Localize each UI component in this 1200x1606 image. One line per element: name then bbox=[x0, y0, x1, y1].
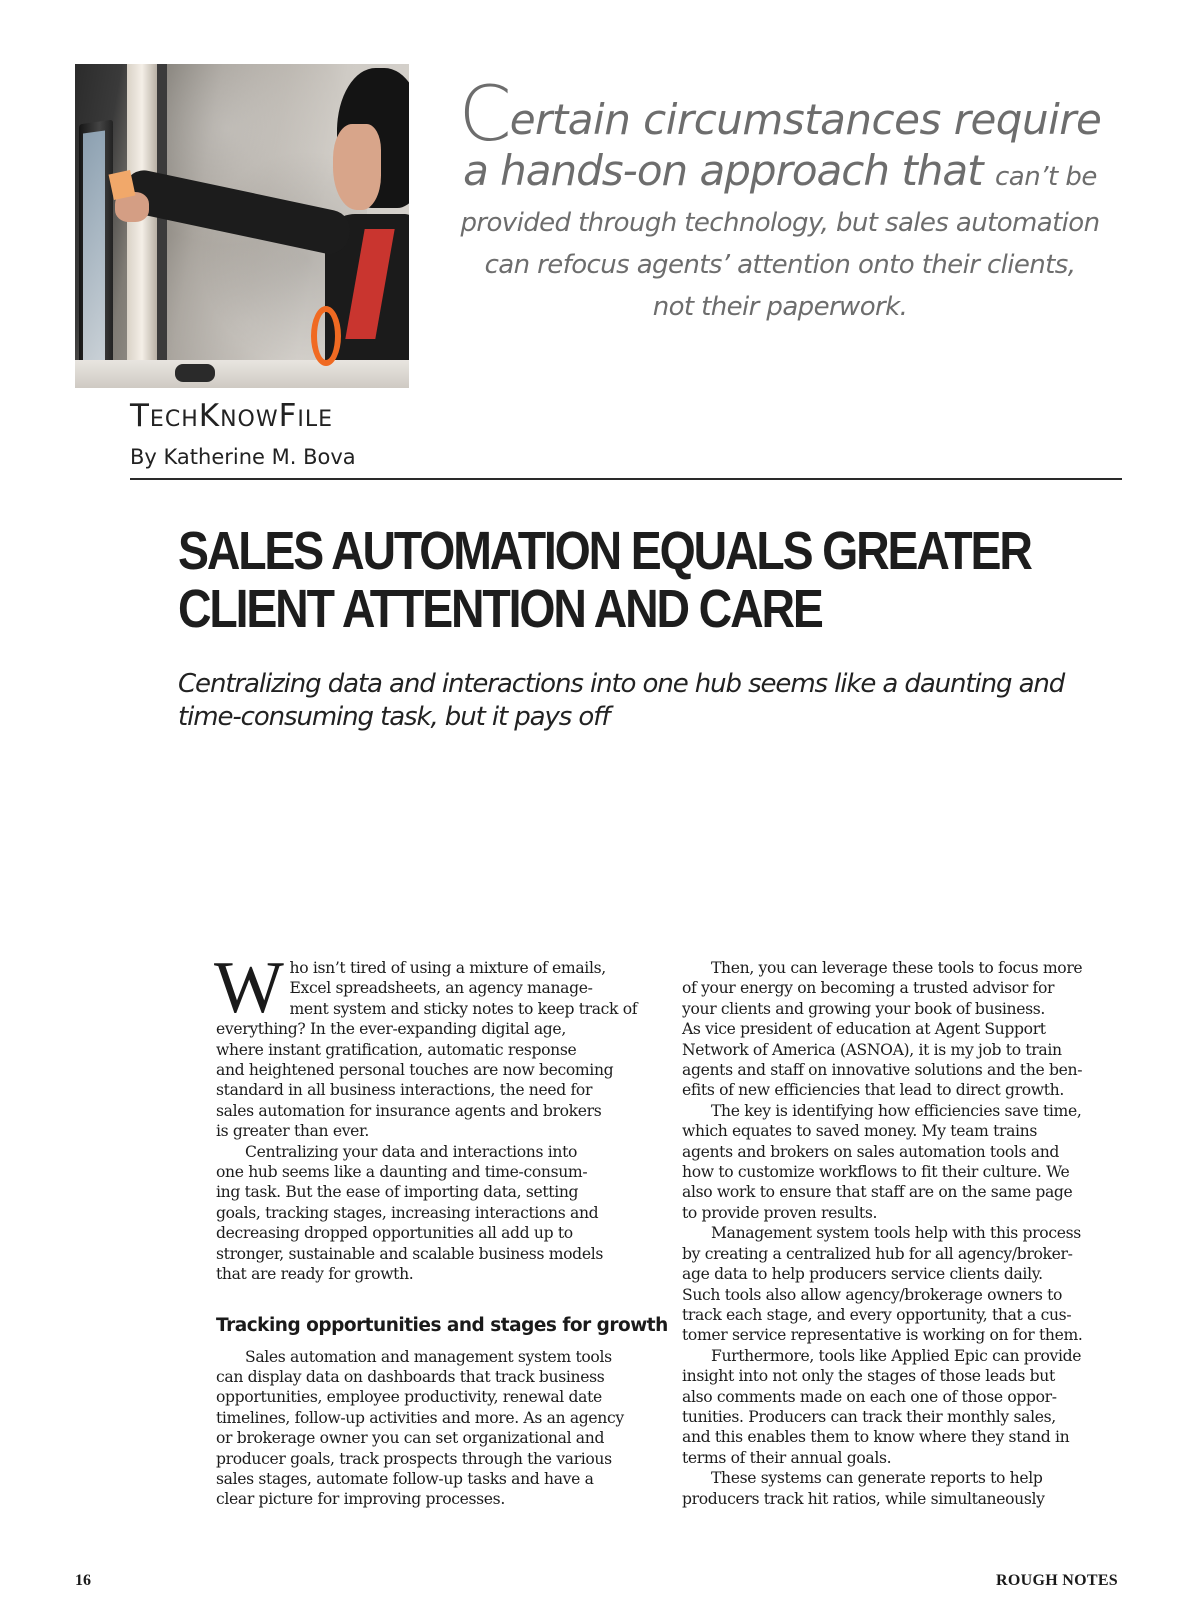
text-line: tomer service representative is working on for them. bbox=[682, 1326, 1083, 1345]
text-line: agents and brokers on sales automation tools and bbox=[682, 1142, 1060, 1161]
text-line: Management system tools help with this process bbox=[711, 1224, 1081, 1243]
text-line: is greater than ever. bbox=[216, 1122, 370, 1141]
text-line: ing task. But the ease of importing data, setting bbox=[216, 1183, 579, 1202]
text-line: timelines, follow-up activities and more. As an agency bbox=[216, 1408, 624, 1427]
text-line: producer goals, track prospects through the various bbox=[216, 1449, 612, 1468]
text-line: Such tools also allow agency/brokerage owners to bbox=[682, 1285, 1063, 1304]
text-line: sales automation for insurance agents and brokers bbox=[216, 1101, 602, 1120]
pull-quote-line-4: can refocus agents’ attention onto their clients, bbox=[484, 250, 1076, 280]
text-line: insight into not only the stages of those leads but bbox=[682, 1367, 1055, 1386]
pull-quote-line-2-large: a hands-on approach that bbox=[463, 146, 983, 195]
deck-line-1: Centralizing data and interactions into one hub seems like a daunting and bbox=[178, 669, 1065, 699]
text-line: to provide proven results. bbox=[682, 1203, 878, 1222]
text-line: Excel spreadsheets, an agency manage- bbox=[289, 979, 593, 998]
text-line: and this enables them to know where they stand in bbox=[682, 1428, 1070, 1447]
desk bbox=[75, 360, 409, 388]
article-photo bbox=[75, 64, 409, 388]
header-rule bbox=[130, 478, 1122, 480]
text-line: The key is identifying how efficiencies save time, bbox=[711, 1101, 1082, 1120]
deck bbox=[178, 668, 1078, 734]
body-column-right bbox=[682, 958, 1127, 1509]
text-line: can display data on dashboards that track business bbox=[216, 1367, 605, 1386]
paragraph bbox=[216, 1142, 661, 1285]
pull-quote-dropcap: C bbox=[458, 69, 510, 158]
paragraph bbox=[682, 1346, 1127, 1468]
text-line: that are ready for growth. bbox=[216, 1265, 414, 1284]
paragraph bbox=[214, 947, 661, 1142]
text-line: everything? In the ever-expanding digital age, bbox=[216, 1020, 566, 1039]
body-column-left bbox=[214, 947, 668, 1510]
paragraph bbox=[682, 1101, 1127, 1223]
text-line: tunities. Producers can track their monthly sales, bbox=[682, 1407, 1056, 1426]
text-line: track each stage, and every opportunity, that a cus- bbox=[682, 1305, 1072, 1324]
headline-line-2: CLIENT ATTENTION AND CARE bbox=[178, 579, 822, 639]
text-line: goals, tracking stages, increasing interactions and bbox=[216, 1203, 599, 1222]
paragraph bbox=[682, 1223, 1127, 1345]
text-line: sales stages, automate follow-up tasks and have a bbox=[216, 1469, 594, 1488]
byline: By Katherine M. Bova bbox=[130, 445, 356, 469]
monitor-screen bbox=[83, 130, 105, 363]
subhead: Tracking opportunities and stages for growth bbox=[216, 1314, 668, 1336]
text-line: standard in all business interactions, the need for bbox=[216, 1081, 593, 1100]
text-line: terms of their annual goals. bbox=[682, 1448, 892, 1467]
text-line: ho isn’t tired of using a mixture of emails, bbox=[289, 959, 606, 977]
text-line: Sales automation and management system tools bbox=[245, 1347, 612, 1366]
text-line: efits of new efficiencies that lead to direct growth. bbox=[682, 1081, 1064, 1100]
desk-item bbox=[175, 364, 215, 382]
column-name: TechKnowFile bbox=[130, 398, 334, 434]
text-line: Centralizing your data and interactions into bbox=[245, 1142, 578, 1161]
pull-quote-line-1 bbox=[440, 69, 1120, 158]
text-line: your clients and growing your book of business. bbox=[682, 999, 1046, 1018]
text-line: age data to help producers service clients daily. bbox=[682, 1265, 1043, 1284]
publication-name: ROUGH NOTES bbox=[996, 1572, 1118, 1589]
dropcap: W bbox=[214, 947, 284, 1029]
pull-quote-line-1-text: ertain circumstances require bbox=[509, 95, 1102, 144]
text-line: As vice president of education at Agent Support bbox=[682, 1020, 1046, 1039]
pull-quote-line-3: provided through technology, but sales automation bbox=[460, 208, 1100, 238]
text-line: of your energy on becoming a trusted advisor for bbox=[682, 979, 1055, 998]
text-line: and heightened personal touches are now becoming bbox=[216, 1061, 614, 1080]
page-number: 16 bbox=[75, 1572, 91, 1589]
text-line: one hub seems like a daunting and time-consum- bbox=[216, 1163, 588, 1182]
text-line: by creating a centralized hub for all agency/broker- bbox=[682, 1244, 1073, 1263]
text-line: also comments made on each one of those oppor- bbox=[682, 1387, 1057, 1406]
text-line: decreasing dropped opportunities all add up to bbox=[216, 1224, 573, 1243]
paragraph bbox=[216, 1347, 661, 1510]
text-line: which equates to saved money. My team trains bbox=[682, 1122, 1038, 1141]
text-line: Network of America (ASNOA), it is my job to train bbox=[682, 1040, 1062, 1059]
pull-quote-line-2-small: can’t be bbox=[994, 162, 1097, 192]
pull-quote bbox=[440, 69, 1120, 328]
paragraph bbox=[682, 1468, 1127, 1509]
text-line: These systems can generate reports to help bbox=[711, 1469, 1043, 1488]
scissors bbox=[311, 306, 341, 366]
text-line: also work to ensure that staff are on the same page bbox=[682, 1183, 1073, 1202]
paragraph bbox=[682, 958, 1127, 1101]
text-line: where instant gratification, automatic response bbox=[216, 1040, 577, 1059]
text-line: ment system and sticky notes to keep track of bbox=[289, 999, 638, 1018]
text-line: stronger, sustainable and scalable business models bbox=[216, 1244, 603, 1263]
text-line: or brokerage owner you can set organizational and bbox=[216, 1429, 605, 1448]
pull-quote-line-2 bbox=[440, 146, 1120, 202]
headline bbox=[178, 521, 1031, 639]
text-line: producers track hit ratios, while simultaneously bbox=[682, 1489, 1045, 1508]
text-line: opportunities, employee productivity, renewal date bbox=[216, 1388, 602, 1407]
window-post bbox=[127, 64, 157, 388]
window-frame bbox=[157, 64, 167, 388]
text-line: agents and staff on innovative solutions and the ben- bbox=[682, 1061, 1083, 1080]
text-line: Then, you can leverage these tools to focus more bbox=[711, 959, 1083, 977]
pull-quote-line-5: not their paperwork. bbox=[652, 292, 908, 322]
headline-line-1: SALES AUTOMATION EQUALS GREATER bbox=[178, 521, 1031, 581]
deck-line-2: time-consuming task, but it pays off bbox=[178, 702, 610, 732]
text-line: clear picture for improving processes. bbox=[216, 1490, 505, 1509]
text-line: how to customize workflows to fit their culture. We bbox=[682, 1163, 1070, 1182]
woman-face bbox=[333, 124, 381, 210]
text-line: Furthermore, tools like Applied Epic can provide bbox=[711, 1346, 1082, 1365]
